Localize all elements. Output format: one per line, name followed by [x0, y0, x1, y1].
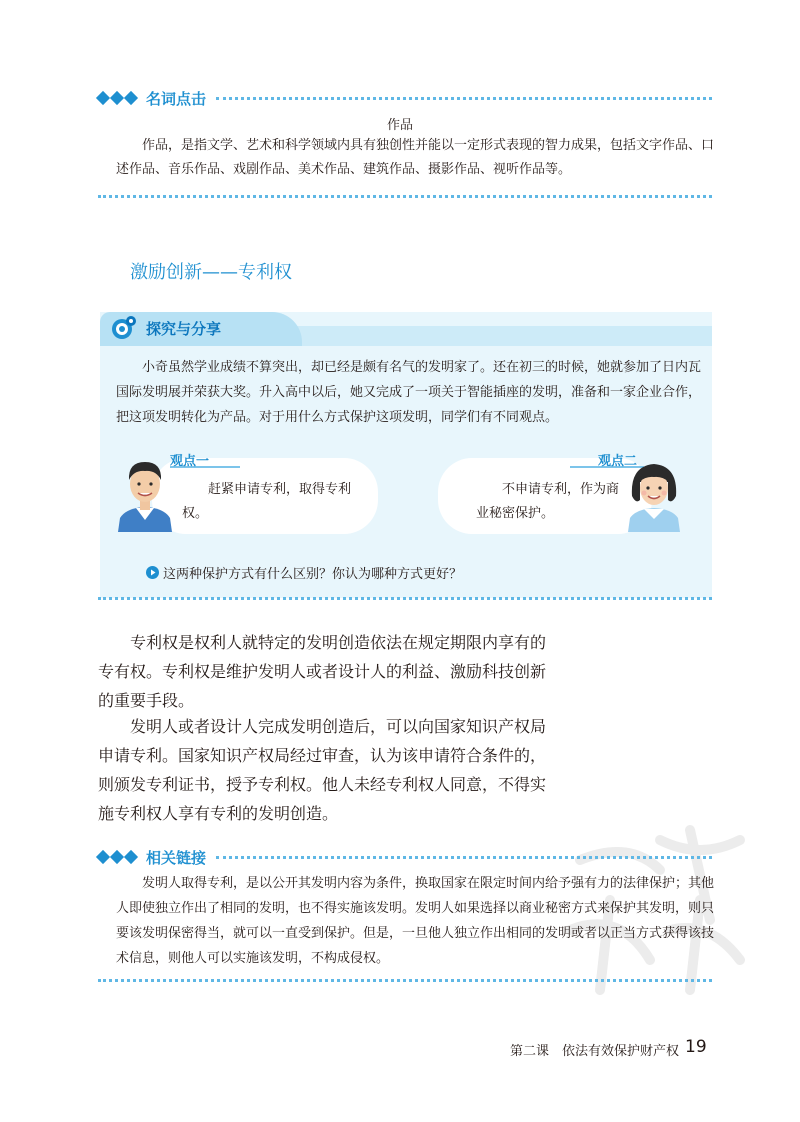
term-header	[98, 87, 712, 109]
term-title: 作品	[386, 118, 413, 133]
dotted-divider	[98, 195, 712, 198]
girl-avatar-icon	[622, 452, 686, 532]
page-number: 19	[685, 1037, 707, 1057]
discussion-question	[146, 563, 462, 582]
main-paragraph-1	[98, 628, 558, 715]
footer-chapter-title: 第二课 依法有效保护财产权	[510, 1044, 680, 1059]
viewpoint-two-label: 观点二	[598, 454, 638, 469]
explore-title: 探究与分享	[146, 320, 222, 338]
viewpoint-one-label: 观点一	[170, 454, 210, 469]
paragraph-text: 专利权是权利人就特定的发明创造依法在规定期限内享有的专有权。专利权是维护发明人或者设计人的利益、激励科技创新的重要手段。	[98, 633, 547, 710]
term-body: 作品，是指文学、艺术和科学领域内具有独创性并能以一定形式表现的智力成果，包括文字作品、口述作品、音乐作品、戏剧作品、美术作品、建筑作品、摄影作品、视听作品等。	[116, 138, 715, 177]
question-text: 这两种保护方式有什么区别？你认为哪种方式更好？	[163, 567, 463, 582]
link-body: 发明人取得专利，是以公开其发明内容为条件，换取国家在限定时间内给予强有力的法律保护；其他人即使独立作出了相同的发明，也不得实施该发明。发明人如果选择以商业秘密方式来保护其发明，则只要该发明保密得当，就可以一直受到保护。但是，一旦他人独立作出相同的发明或者以正当方式获得该技术信息，则他人可以实施该发明，不构成侵权。	[116, 876, 715, 966]
link-header	[98, 846, 712, 868]
section-heading: 激励创新——专利权	[130, 262, 292, 283]
term-header-title: 名词点击	[146, 89, 207, 108]
explore-share-icon	[110, 314, 138, 342]
dotted-divider	[216, 856, 712, 859]
link-header-title: 相关链接	[146, 848, 207, 867]
dotted-divider	[98, 597, 712, 600]
diamond-bullets-icon	[98, 852, 136, 862]
boy-avatar-icon	[116, 452, 174, 532]
main-paragraph-2	[98, 712, 558, 828]
play-arrow-icon	[146, 566, 159, 579]
diamond-bullets-icon	[98, 93, 136, 103]
viewpoint-one-text: 赶紧申请专利，取得专利权。	[182, 482, 352, 521]
paragraph-text: 发明人或者设计人完成发明创造后，可以向国家知识产权局申请专利。国家知识产权局经过审查，认为该申请符合条件的，则颁发专利证书，授予专利权。他人未经专利权人同意，不得实施专利权人享有专利的发明创造。	[98, 717, 547, 823]
viewpoint-two-text: 不申请专利，作为商业秘密保护。	[476, 482, 620, 521]
explore-body: 小奇虽然学业成绩不算突出，却已经是颇有名气的发明家了。还在初三的时候，她就参加了日内瓦国际发明展并荣获大奖。升入高中以后，她又完成了一项关于智能插座的发明，准备和一家企业合作，把这项发明转化为产品。对于用什么方式保护这项发明，同学们有不同观点。	[116, 360, 702, 425]
dotted-divider	[216, 97, 712, 100]
dotted-divider	[98, 979, 712, 982]
